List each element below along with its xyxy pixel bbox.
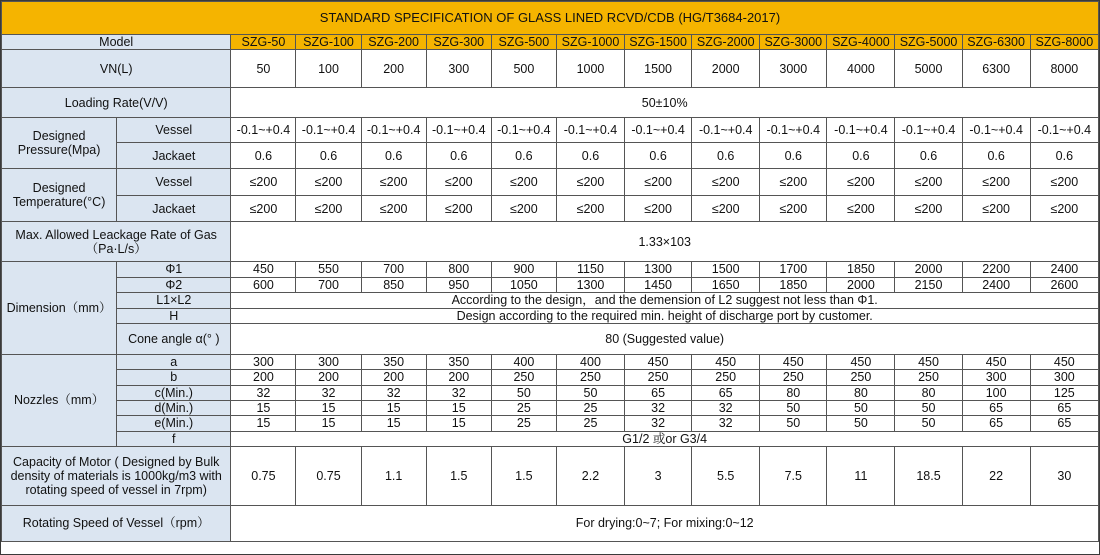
phi2-row — [2, 277, 1099, 292]
nozzle-a-cell: 300 — [231, 354, 296, 369]
temp-jacket-cell: ≤200 — [692, 196, 760, 222]
vn-cell: 50 — [231, 50, 296, 88]
nozzle-b-row — [2, 370, 1099, 385]
nozzle-d-cell: 15 — [231, 401, 296, 416]
phi2-cell: 1050 — [491, 277, 556, 292]
nozzle-a-cell: 450 — [1030, 354, 1098, 369]
vn-cell: 200 — [361, 50, 426, 88]
vn-cell: 6300 — [962, 50, 1030, 88]
temp-vessel-cell: ≤200 — [556, 169, 624, 196]
temp-jacket-row — [2, 196, 1099, 222]
nozzle-b-cell: 300 — [962, 370, 1030, 385]
nozzle-b-cell: 200 — [361, 370, 426, 385]
nozzle-a-cell: 400 — [556, 354, 624, 369]
phi2-cell: 950 — [426, 277, 491, 292]
temp-vessel-cell: ≤200 — [491, 169, 556, 196]
nozzle-d-cell: 15 — [426, 401, 491, 416]
nozzle-b-cell: 200 — [296, 370, 361, 385]
nozzle-d-cell: 65 — [962, 401, 1030, 416]
leakage-row — [2, 222, 1099, 262]
nozzle-c-cell: 125 — [1030, 385, 1098, 400]
pressure-vessel-cell: -0.1~+0.4 — [962, 118, 1030, 143]
nozzle-c-cell: 50 — [556, 385, 624, 400]
nozzle-d-cell: 50 — [895, 401, 962, 416]
nozzles-label: Nozzles（mm） — [2, 354, 117, 446]
nozzle-c-cell: 80 — [827, 385, 895, 400]
motor-cell: 11 — [827, 447, 895, 506]
speed-label: Rotating Speed of Vessel（rpm） — [2, 506, 231, 542]
temp-jacket-cell: ≤200 — [827, 196, 895, 222]
motor-cell: 22 — [962, 447, 1030, 506]
nozzle-e-cell: 50 — [760, 416, 827, 431]
pressure-jacket-cell: 0.6 — [296, 143, 361, 169]
vn-label: VN(L) — [2, 50, 231, 88]
motor-cell: 3 — [625, 447, 692, 506]
vn-cell: 1500 — [625, 50, 692, 88]
motor-cell: 30 — [1030, 447, 1098, 506]
nozzle-c-cell: 50 — [491, 385, 556, 400]
nozzle-e-cell: 32 — [692, 416, 760, 431]
temp-jacket-cell: ≤200 — [962, 196, 1030, 222]
nozzle-c-cell: 32 — [231, 385, 296, 400]
pressure-jacket-cell: 0.6 — [231, 143, 296, 169]
phi1-cell: 700 — [361, 262, 426, 277]
temp-jacket-cell: ≤200 — [361, 196, 426, 222]
motor-row — [2, 447, 1099, 506]
nozzle-a-cell: 350 — [361, 354, 426, 369]
nozzle-c-cell: 65 — [692, 385, 760, 400]
motor-cell: 5.5 — [692, 447, 760, 506]
temp-jacket-cell: ≤200 — [760, 196, 827, 222]
nozzle-f-label: f — [117, 431, 231, 446]
nozzle-e-cell: 50 — [895, 416, 962, 431]
nozzle-e-cell: 65 — [1030, 416, 1098, 431]
phi1-cell: 2200 — [962, 262, 1030, 277]
phi1-label: Φ1 — [117, 262, 231, 277]
l1l2-value: According to the design，and the demension of L2 suggest not less than Φ1. — [231, 293, 1099, 308]
phi1-cell: 2000 — [895, 262, 962, 277]
model-cell: SZG-50 — [231, 35, 296, 50]
temp-jacket-cell: ≤200 — [426, 196, 491, 222]
nozzle-b-cell: 300 — [1030, 370, 1098, 385]
motor-cell: 1.1 — [361, 447, 426, 506]
pressure-vessel-label: Vessel — [117, 118, 231, 143]
pressure-jacket-cell: 0.6 — [491, 143, 556, 169]
phi2-cell: 600 — [231, 277, 296, 292]
phi2-cell: 1450 — [625, 277, 692, 292]
model-cell: SZG-6300 — [962, 35, 1030, 50]
temp-vessel-cell: ≤200 — [231, 169, 296, 196]
temp-jacket-cell: ≤200 — [556, 196, 624, 222]
nozzle-c-row — [2, 385, 1099, 400]
motor-cell: 2.2 — [556, 447, 624, 506]
pressure-jacket-cell: 0.6 — [895, 143, 962, 169]
vn-cell: 8000 — [1030, 50, 1098, 88]
pressure-vessel-row — [2, 118, 1099, 143]
phi1-row — [2, 262, 1099, 277]
nozzle-d-cell: 15 — [361, 401, 426, 416]
loading-rate-row — [2, 88, 1099, 118]
phi1-cell: 1700 — [760, 262, 827, 277]
pressure-vessel-cell: -0.1~+0.4 — [231, 118, 296, 143]
nozzle-e-label: e(Min.) — [117, 416, 231, 431]
temp-vessel-cell: ≤200 — [296, 169, 361, 196]
temp-vessel-cell: ≤200 — [692, 169, 760, 196]
models-row — [2, 35, 1099, 50]
vn-row — [2, 50, 1099, 88]
pressure-jacket-cell: 0.6 — [361, 143, 426, 169]
pressure-vessel-cell: -0.1~+0.4 — [296, 118, 361, 143]
nozzle-a-cell: 400 — [491, 354, 556, 369]
pressure-vessel-cell: -0.1~+0.4 — [361, 118, 426, 143]
pressure-vessel-cell: -0.1~+0.4 — [625, 118, 692, 143]
cone-row — [2, 323, 1099, 354]
temp-jacket-cell: ≤200 — [625, 196, 692, 222]
phi1-cell: 800 — [426, 262, 491, 277]
nozzle-d-label: d(Min.) — [117, 401, 231, 416]
nozzle-c-cell: 100 — [962, 385, 1030, 400]
nozzle-a-label: a — [117, 354, 231, 369]
nozzle-a-cell: 450 — [760, 354, 827, 369]
temp-vessel-cell: ≤200 — [827, 169, 895, 196]
h-value: Design according to the required min. height of discharge port by customer. — [231, 308, 1099, 323]
temp-vessel-cell: ≤200 — [361, 169, 426, 196]
phi1-cell: 2400 — [1030, 262, 1098, 277]
model-cell: SZG-8000 — [1030, 35, 1098, 50]
nozzle-e-cell: 15 — [296, 416, 361, 431]
motor-cell: 1.5 — [491, 447, 556, 506]
pressure-vessel-cell: -0.1~+0.4 — [426, 118, 491, 143]
pressure-vessel-cell: -0.1~+0.4 — [491, 118, 556, 143]
l1l2-label: L1×L2 — [117, 293, 231, 308]
phi1-cell: 900 — [491, 262, 556, 277]
motor-label: Capacity of Motor ( Designed by Bulk density of materials is 1000kg/m3 with rotating speed of vessel in 7rpm) — [2, 447, 231, 506]
model-label: Model — [2, 35, 231, 50]
nozzle-d-cell: 32 — [692, 401, 760, 416]
pressure-jacket-cell: 0.6 — [1030, 143, 1098, 169]
temp-vessel-cell: ≤200 — [625, 169, 692, 196]
nozzle-b-cell: 250 — [556, 370, 624, 385]
nozzle-f-value: G1/2 或or G3/4 — [231, 431, 1099, 446]
table-title: STANDARD SPECIFICATION OF GLASS LINED RCVD/CDB (HG/T3684-2017) — [2, 2, 1099, 35]
nozzle-e-cell: 65 — [962, 416, 1030, 431]
phi2-cell: 1850 — [760, 277, 827, 292]
temp-vessel-cell: ≤200 — [760, 169, 827, 196]
phi1-cell: 1300 — [625, 262, 692, 277]
temp-vessel-cell: ≤200 — [962, 169, 1030, 196]
vn-cell: 1000 — [556, 50, 624, 88]
nozzle-d-cell: 50 — [760, 401, 827, 416]
nozzle-a-cell: 450 — [827, 354, 895, 369]
nozzle-d-cell: 50 — [827, 401, 895, 416]
loading-rate-value: 50±10% — [231, 88, 1099, 118]
model-cell: SZG-500 — [491, 35, 556, 50]
model-cell: SZG-200 — [361, 35, 426, 50]
phi2-cell: 1300 — [556, 277, 624, 292]
vn-cell: 4000 — [827, 50, 895, 88]
nozzle-a-cell: 350 — [426, 354, 491, 369]
motor-cell: 0.75 — [231, 447, 296, 506]
temp-jacket-cell: ≤200 — [491, 196, 556, 222]
nozzle-e-cell: 32 — [625, 416, 692, 431]
motor-cell: 18.5 — [895, 447, 962, 506]
leakage-label: Max. Allowed Leackage Rate of Gas （Pa·L/s） — [2, 222, 231, 262]
temp-vessel-label: Vessel — [117, 169, 231, 196]
nozzle-c-label: c(Min.) — [117, 385, 231, 400]
nozzle-d-row — [2, 401, 1099, 416]
phi1-cell: 550 — [296, 262, 361, 277]
pressure-vessel-cell: -0.1~+0.4 — [692, 118, 760, 143]
pressure-jacket-row — [2, 143, 1099, 169]
phi2-cell: 700 — [296, 277, 361, 292]
nozzle-f-row — [2, 431, 1099, 446]
h-label: H — [117, 308, 231, 323]
temp-jacket-cell: ≤200 — [895, 196, 962, 222]
motor-cell: 0.75 — [296, 447, 361, 506]
nozzle-c-cell: 32 — [296, 385, 361, 400]
nozzle-d-cell: 25 — [491, 401, 556, 416]
nozzle-b-cell: 200 — [231, 370, 296, 385]
nozzle-a-cell: 450 — [895, 354, 962, 369]
model-cell: SZG-3000 — [760, 35, 827, 50]
pressure-vessel-cell: -0.1~+0.4 — [895, 118, 962, 143]
leakage-value: 1.33×103 — [231, 222, 1099, 262]
nozzle-e-cell: 15 — [231, 416, 296, 431]
temp-vessel-cell: ≤200 — [1030, 169, 1098, 196]
temp-jacket-cell: ≤200 — [231, 196, 296, 222]
model-cell: SZG-100 — [296, 35, 361, 50]
pressure-jacket-label: Jackaet — [117, 143, 231, 169]
l1l2-row — [2, 293, 1099, 308]
nozzle-e-cell: 15 — [426, 416, 491, 431]
nozzle-c-cell: 32 — [361, 385, 426, 400]
vn-cell: 100 — [296, 50, 361, 88]
temp-vessel-row — [2, 169, 1099, 196]
spec-table — [1, 1, 1099, 542]
model-cell: SZG-5000 — [895, 35, 962, 50]
temp-vessel-cell: ≤200 — [895, 169, 962, 196]
model-cell: SZG-300 — [426, 35, 491, 50]
nozzle-d-cell: 25 — [556, 401, 624, 416]
temp-vessel-cell: ≤200 — [426, 169, 491, 196]
phi2-cell: 2150 — [895, 277, 962, 292]
motor-cell: 1.5 — [426, 447, 491, 506]
temperature-label: Designed Temperature(°C) — [2, 169, 117, 222]
nozzle-c-cell: 80 — [760, 385, 827, 400]
pressure-vessel-cell: -0.1~+0.4 — [1030, 118, 1098, 143]
nozzle-b-cell: 200 — [426, 370, 491, 385]
nozzle-a-row — [2, 354, 1099, 369]
nozzle-b-label: b — [117, 370, 231, 385]
nozzle-e-cell: 25 — [556, 416, 624, 431]
pressure-jacket-cell: 0.6 — [556, 143, 624, 169]
phi1-cell: 1500 — [692, 262, 760, 277]
nozzle-b-cell: 250 — [692, 370, 760, 385]
phi2-cell: 2000 — [827, 277, 895, 292]
nozzle-e-cell: 15 — [361, 416, 426, 431]
phi2-cell: 2600 — [1030, 277, 1098, 292]
pressure-jacket-cell: 0.6 — [625, 143, 692, 169]
nozzle-e-cell: 50 — [827, 416, 895, 431]
nozzle-e-cell: 25 — [491, 416, 556, 431]
model-cell: SZG-1000 — [556, 35, 624, 50]
nozzle-a-cell: 450 — [692, 354, 760, 369]
phi1-cell: 450 — [231, 262, 296, 277]
model-cell: SZG-2000 — [692, 35, 760, 50]
pressure-jacket-cell: 0.6 — [692, 143, 760, 169]
cone-value: 80 (Suggested value) — [231, 323, 1099, 354]
nozzle-e-row — [2, 416, 1099, 431]
nozzle-b-cell: 250 — [625, 370, 692, 385]
phi2-cell: 850 — [361, 277, 426, 292]
nozzle-b-cell: 250 — [895, 370, 962, 385]
h-row — [2, 308, 1099, 323]
pressure-jacket-cell: 0.6 — [426, 143, 491, 169]
nozzle-d-cell: 65 — [1030, 401, 1098, 416]
vn-cell: 300 — [426, 50, 491, 88]
model-cell: SZG-1500 — [625, 35, 692, 50]
nozzle-a-cell: 450 — [962, 354, 1030, 369]
pressure-jacket-cell: 0.6 — [827, 143, 895, 169]
nozzle-b-cell: 250 — [827, 370, 895, 385]
dimension-label: Dimension（mm） — [2, 262, 117, 355]
nozzle-a-cell: 450 — [625, 354, 692, 369]
pressure-vessel-cell: -0.1~+0.4 — [556, 118, 624, 143]
speed-row — [2, 506, 1099, 542]
phi2-cell: 2400 — [962, 277, 1030, 292]
nozzle-c-cell: 80 — [895, 385, 962, 400]
temp-jacket-cell: ≤200 — [1030, 196, 1098, 222]
motor-cell: 7.5 — [760, 447, 827, 506]
speed-value: For drying:0~7; For mixing:0~12 — [231, 506, 1099, 542]
model-cell: SZG-4000 — [827, 35, 895, 50]
phi2-cell: 1650 — [692, 277, 760, 292]
nozzle-a-cell: 300 — [296, 354, 361, 369]
nozzle-b-cell: 250 — [491, 370, 556, 385]
temp-jacket-label: Jackaet — [117, 196, 231, 222]
nozzle-c-cell: 32 — [426, 385, 491, 400]
nozzle-b-cell: 250 — [760, 370, 827, 385]
pressure-label: Designed Pressure(Mpa) — [2, 118, 117, 169]
pressure-vessel-cell: -0.1~+0.4 — [827, 118, 895, 143]
phi1-cell: 1850 — [827, 262, 895, 277]
pressure-jacket-cell: 0.6 — [760, 143, 827, 169]
vn-cell: 500 — [491, 50, 556, 88]
nozzle-d-cell: 32 — [625, 401, 692, 416]
phi1-cell: 1150 — [556, 262, 624, 277]
cone-label: Cone angle α(° ) — [117, 323, 231, 354]
vn-cell: 3000 — [760, 50, 827, 88]
nozzle-c-cell: 65 — [625, 385, 692, 400]
vn-cell: 2000 — [692, 50, 760, 88]
loading-rate-label: Loading Rate(V/V) — [2, 88, 231, 118]
pressure-vessel-cell: -0.1~+0.4 — [760, 118, 827, 143]
phi2-label: Φ2 — [117, 277, 231, 292]
temp-jacket-cell: ≤200 — [296, 196, 361, 222]
pressure-jacket-cell: 0.6 — [962, 143, 1030, 169]
nozzle-d-cell: 15 — [296, 401, 361, 416]
vn-cell: 5000 — [895, 50, 962, 88]
